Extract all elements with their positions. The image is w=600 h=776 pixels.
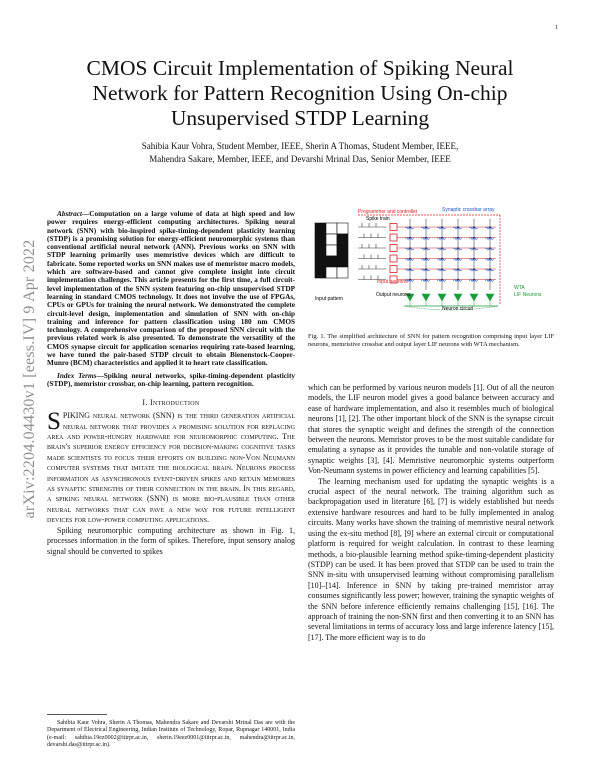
junction	[473, 268, 475, 270]
input-neuron	[390, 255, 397, 262]
pixel-cell	[337, 267, 348, 278]
abstract-label: Abstract	[57, 210, 82, 218]
footnote-rule	[47, 714, 107, 715]
junction	[441, 237, 443, 239]
pixel-cell	[337, 245, 348, 256]
junction	[457, 268, 459, 270]
junction	[425, 279, 427, 281]
right-paragraph-2: The learning mechanism used for updating the synaptic weights is a crucial aspect of the neural network. The training algorithm such as backpropagation used in literature [6], [7] is widely established but needs extensive hardware resources and hard to be fully implemented in analog circuits. Many works have shown the training of memristive neural network using the ex-situ method [8], [9] where an external circuit or computational platform is required for weight calculation. In contrast to these learning methods, a bio-plausible learning method spike-timing-dependent plasticity (STDP) can be used. It has been proved that STDP can be used to train the SNN in-situ with unsupervised learning without compromising parallelism [10]–[14]. Inference in SNN by taking pre-trained memristor array consumes significantly less power; however, training the synaptic weights of the SNN before inference efficiently remains challenging [15], [16]. The approach of training the non-SNN first and then converting it to an SNN has several limitations in terms of accuracy loss and large inference latency [15], [17]. The more efficient way is to do	[308, 476, 554, 642]
arxiv-identifier[interactable]: arXiv:2204.04430v1 [eess.IV] 9 Apr 2022	[21, 239, 38, 519]
output-neuron	[486, 294, 494, 301]
junction	[425, 268, 427, 270]
junction	[441, 258, 443, 260]
author-list	[55, 140, 545, 166]
intro-paragraph-2: Spiking neuromorphic computing architecture as shown in Fig. 1, processes information in the form of spikes. Therefore, input sensory analog signal should be converted to spikes	[47, 525, 295, 556]
crossbar-label: Synaptic crossbar array	[442, 207, 495, 213]
junction	[425, 247, 427, 249]
junction	[409, 226, 411, 228]
pixel-cell	[315, 256, 326, 267]
junction	[489, 258, 491, 260]
drop-cap: S	[47, 408, 61, 436]
output-neuron	[438, 294, 446, 301]
lif-neurons-label: LIF Neurons	[514, 292, 542, 298]
spike-trains	[358, 223, 386, 280]
left-column	[47, 210, 295, 557]
junction	[473, 226, 475, 228]
junction	[425, 237, 427, 239]
pixel-cell	[315, 267, 326, 278]
pixel-cell	[315, 223, 326, 234]
pixel-cell	[326, 234, 337, 245]
junction	[457, 237, 459, 239]
input-neuron	[390, 224, 397, 231]
junction	[409, 279, 411, 281]
output-neuron	[470, 294, 478, 301]
author-affiliation-footnote: Sahibia Kaur Vohra, Sherin A Thomas, Mahendra Sakare and Devarshi Mrinal Das are with the Department of Electrical Engineering, Indian Institute of Technology, Ropar, Rupnagar 140001, India (e-mail: sahibia.19ez0002@iitrpr.ac.in, sherin.19eez0001@iitrpr.ac.in, mahendra@iitrpr.ac.in, devarshi.das@iitrpr.ac.in).	[47, 720, 295, 748]
junction	[457, 258, 459, 260]
input-pattern-label: Input pattern	[315, 296, 344, 302]
input-neuron	[390, 266, 397, 273]
right-paragraph-1: which can be performed by various neuron models [1]. Out of all the neuron models, the LIF neuron model gives a good balance between accuracy and ease of hardware implementation, and also it resembles much of biological neurons [1], [2]. The other important block of the SNN is the synapse circuit that stores the synaptic weight and defines the strength of the connection between the neurons. Memristor proves to be the most suitable candidate for emulating a synapse as it provides the tunable and non-volatile storage of synaptic weights [3], [4]. Memristive neuromorphic systems outperform Von-Neumann systems in power efficiency and learning capabilities [5].	[308, 383, 554, 476]
junction	[441, 268, 443, 270]
section-heading-introduction: I. Introduction	[142, 398, 200, 408]
input-pattern-grid	[315, 223, 348, 278]
junction	[473, 237, 475, 239]
author-line-2: Mahendra Sakare, Member, IEEE, and Devarshi Mrinal Das, Senior Member, IEEE	[149, 154, 451, 164]
author-line-1: Sahibia Kaur Vohra, Student Member, IEEE, Sherin A Thomas, Student Member, IEEE,	[141, 141, 459, 151]
junction	[409, 258, 411, 260]
junction	[457, 226, 459, 228]
output-neurons-label: Output neurons	[376, 292, 411, 298]
paper-title: CMOS Circuit Implementation of Spiking Neural Network for Pattern Recognition Using On-chip Unsupervised STDP Learning	[86, 56, 514, 130]
junction	[425, 226, 427, 228]
right-column	[308, 383, 554, 643]
junction	[441, 247, 443, 249]
index-terms-label: Index Terms	[57, 371, 97, 380]
junction	[457, 279, 459, 281]
junction	[441, 279, 443, 281]
junction	[489, 237, 491, 239]
input-neuron	[390, 245, 397, 252]
junction	[473, 247, 475, 249]
junction	[489, 268, 491, 270]
intro-paragraph-1-text: PIKING neural network (SNN) is the third generation artificial neural network that provides a promising solution for replacing area and power-hungry hardware for neuromorphic computing. The brain's superior energy efficiency for decision-making cognitive tasks made scientists to focus their efforts on building non-Von Neumann computer systems that imitate the biological brain. Neurons process information as asynchronous event-driven spikes and retain memories as synaptic strengths of their connection in the brain. In this regard, a spiking neural network (SNN) is more bio-plausible than other neural networks that can pave a new way for future intelligent devices for low-power computing applications.	[47, 411, 295, 525]
input-neuron	[390, 234, 397, 241]
junction	[441, 226, 443, 228]
figure-1-snn-architecture	[310, 205, 556, 317]
output-neuron	[454, 294, 462, 301]
input-neurons-label: Input neurons	[377, 279, 408, 285]
pixel-cell	[315, 234, 326, 245]
abstract	[47, 210, 295, 368]
index-terms-text: —Spiking neural networks, spike-timing-dependent plasticity (STDP), memristor crossbar, on-chip learning, pattern recognition.	[47, 371, 295, 388]
output-neuron	[422, 294, 430, 301]
figure-1-caption: Fig. 1. The simplified architecture of SNN for pattern recognition comprising input layer LIF neurons, memristive crossbar and output layer LIF neurons with WTA mechanism.	[308, 333, 554, 348]
pixel-cell	[326, 245, 337, 256]
wta-label: WTA	[514, 285, 525, 291]
junction	[473, 279, 475, 281]
junction	[409, 237, 411, 239]
page-number: 1	[555, 25, 558, 31]
junction	[409, 247, 411, 249]
pixel-cell	[337, 234, 348, 245]
index-terms	[47, 372, 295, 389]
pixel-cell	[337, 223, 348, 234]
pixel-cell	[315, 245, 326, 256]
junction	[489, 226, 491, 228]
spike-train-label: Spike train	[366, 216, 390, 222]
intro-paragraph-1	[47, 408, 295, 525]
junction	[473, 258, 475, 260]
junction	[425, 258, 427, 260]
pixel-cell	[326, 223, 337, 234]
junction	[457, 247, 459, 249]
junction	[489, 247, 491, 249]
pixel-cell	[326, 256, 337, 267]
junction	[409, 268, 411, 270]
pixel-cell	[326, 267, 337, 278]
programmer-label: Programmer and controller	[358, 209, 418, 215]
pixel-cell	[337, 256, 348, 267]
neuron-circuit-label: Neuron circuit	[442, 306, 473, 312]
junction	[489, 279, 491, 281]
abstract-text: —Computation on a large volume of data at high speed and low power requires energy-efficient computing architectures. Spiking neural network (SNN) with bio-inspired spike-timing-dependent plasticity learning (STDP) is a promising solution for energy-efficient neuromorphic systems than conventional artificial neural network (ANN). Previous works on SNN with STDP learning primarily uses memristive devices which are difficult to fabricate. Some reported works on SNN makes use of memristor macro models, which are software-based and cannot give complete insight into circuit implementation challenges. This article presents for the first time, a full circuit-level implementation of the SNN system featuring on-chip unsupervised STDP learning in standard CMOS technology. It does not involve the use of FPGAs, CPUs or GPUs for training the neural network. We demonstrated the complete circuit-level design, implementation and simulation of SNN with on-chip training and inference for pattern classification using 180 nm CMOS technology. A comprehensive comparison of the proposed SNN circuit with the previous related work is also presented. To demonstrate the versatility of the CMOS synapse circuit for application scenarios requiring rate-based learning, we have tuned the pair-based STDP circuit to obtain Bienenstock-Cooper-Munro (BCM) characteristics and applied it to heart rate classification.	[47, 210, 295, 368]
